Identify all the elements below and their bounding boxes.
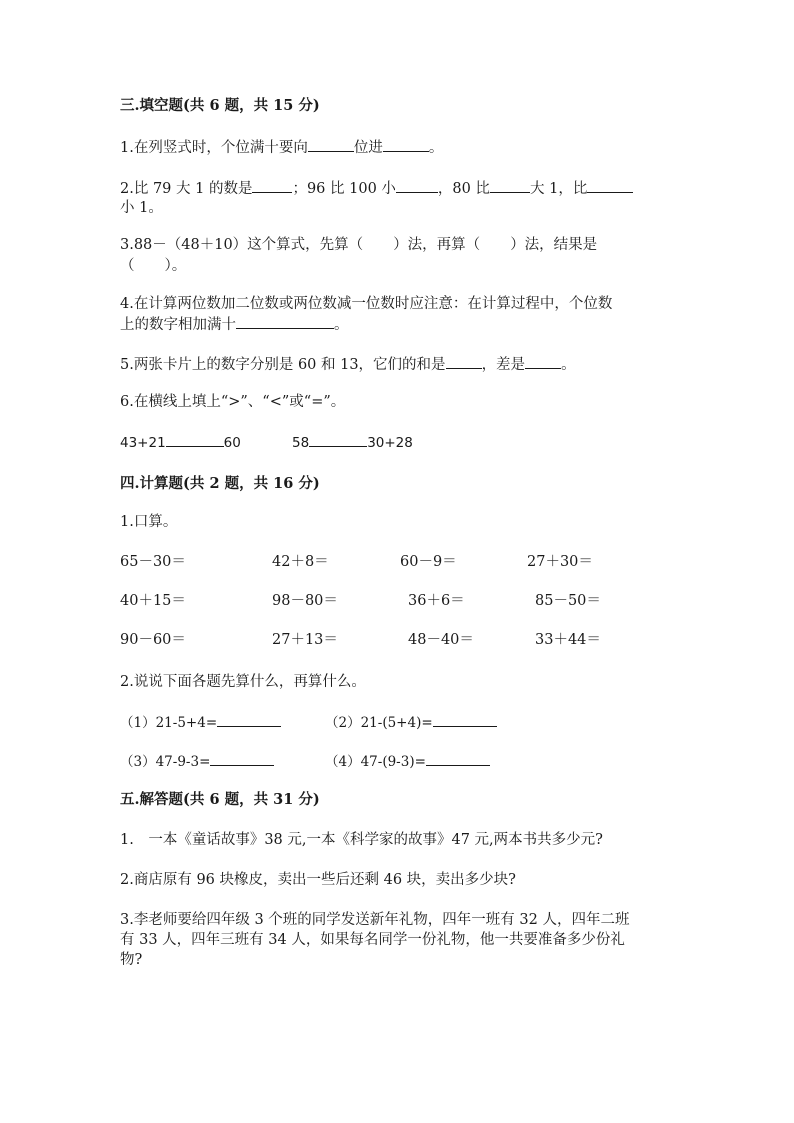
answer-blank[interactable]	[525, 354, 561, 369]
answer-blank[interactable]	[426, 751, 490, 766]
answer-blank[interactable]	[490, 178, 530, 193]
question-5-3-cont: 有 33 人，四年三班有 34 人，如果每名同学一份礼物，他一共要准备多少份礼	[120, 932, 625, 948]
question-3-2: 2.比 79 大 1 的数是 ；96 比 100 小 ，80 比 大 1，比	[120, 178, 633, 199]
question-4-2: 2.说说下面各题先算什么，再算什么。	[120, 674, 366, 690]
oral-item: 40＋15＝	[120, 593, 186, 609]
answer-blank[interactable]	[587, 178, 633, 193]
compare-blank[interactable]	[309, 432, 367, 447]
steps-row-1: （1）21-5+4= （2）21-(5+4)=	[120, 712, 680, 732]
question-3-6: 6.在横线上填上“>”、“<”或“=”。	[120, 394, 346, 410]
oral-item: 33＋44＝	[535, 632, 601, 648]
oral-item: 60－9＝	[400, 554, 457, 570]
oral-item: 98－80＝	[272, 593, 338, 609]
question-5-3-cont2: 物?	[120, 952, 143, 968]
question-5-3: 3.李老师要给四年级 3 个班的同学发送新年礼物，四年一班有 32 人，四年二班	[120, 912, 630, 928]
oral-row-1	[120, 552, 680, 572]
question-3-5: 5.两张卡片上的数字分别是 60 和 13，它们的和是 ，差是 。	[120, 354, 576, 375]
answer-blank[interactable]	[308, 137, 354, 152]
oral-row-2	[120, 591, 680, 611]
question-4-1: 1.口算。	[120, 514, 178, 530]
section-4-title: 四.计算题(共 2 题，共 16 分)	[120, 475, 320, 492]
section-3-title: 三.填空题(共 6 题，共 15 分)	[120, 97, 320, 114]
answer-blank[interactable]	[446, 354, 482, 369]
compare-blank[interactable]	[166, 432, 224, 447]
steps-row-2: （3）47-9-3= （4）47-(9-3)=	[120, 751, 680, 771]
question-3-4-cont: 上的数字相加满十 。	[120, 314, 349, 335]
oral-item: 85－50＝	[535, 593, 601, 609]
oral-row-3	[120, 630, 680, 650]
question-3-3: 3.88－（48＋10）这个算式，先算（ ）法，再算（ ）法，结果是	[120, 237, 598, 253]
oral-item: 90－60＝	[120, 632, 186, 648]
question-3-2-cont: 小 1。	[120, 200, 163, 216]
answer-blank[interactable]	[236, 314, 334, 329]
answer-blank[interactable]	[210, 751, 274, 766]
oral-item: 36＋6＝	[408, 593, 465, 609]
oral-item: 48－40＝	[408, 632, 474, 648]
answer-blank[interactable]	[252, 178, 292, 193]
compare-row: 43+21 60 58 30+28	[120, 432, 680, 452]
oral-item: 42＋8＝	[272, 554, 329, 570]
answer-blank[interactable]	[396, 178, 438, 193]
question-5-1: 1. 一本《童话故事》38 元,一本《科学家的故事》47 元,两本书共多少元?	[120, 832, 603, 848]
question-3-3-cont: （ ）。	[120, 258, 187, 274]
oral-item: 27＋13＝	[272, 632, 338, 648]
question-5-2: 2.商店原有 96 块橡皮，卖出一些后还剩 46 块，卖出多少块?	[120, 872, 516, 888]
question-3-4: 4.在计算两位数加二位数或两位数减一位数时应注意：在计算过程中，个位数	[120, 296, 613, 312]
answer-blank[interactable]	[217, 712, 281, 727]
answer-blank[interactable]	[433, 712, 497, 727]
section-5-title: 五.解答题(共 6 题，共 31 分)	[120, 791, 320, 808]
answer-blank[interactable]	[383, 137, 429, 152]
oral-item: 27＋30＝	[527, 554, 593, 570]
question-3-1: 1.在列竖式时，个位满十要向 位进 。	[120, 137, 443, 158]
oral-item: 65－30＝	[120, 554, 186, 570]
